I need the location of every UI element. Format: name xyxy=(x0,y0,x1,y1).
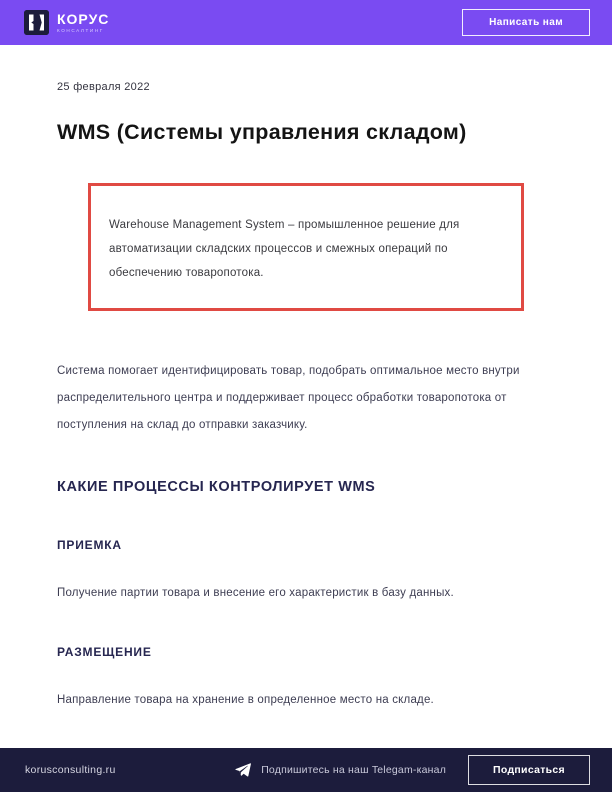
article-date: 25 февраля 2022 xyxy=(57,81,150,93)
subsection-razmeshchenie xyxy=(57,645,555,709)
telegram-cta-text: Подпишитесь на наш Telegam-канал xyxy=(261,764,447,776)
subsection-text-priemka: Получение партии товара и внесение его характеристик в базу данных. xyxy=(57,587,454,599)
footer-telegram-block xyxy=(235,755,590,785)
definition-text: Warehouse Management System – промышленное решение для автоматизации складских процессов и смежных операций по обеспечению товаропотока. xyxy=(109,219,460,279)
subsection-priemka xyxy=(57,538,555,602)
article-title: WMS (Системы управления складом) xyxy=(57,120,467,144)
logo-subname: КОНСАЛТИНГ xyxy=(57,27,104,33)
subsection-heading-razmeshchenie: РАЗМЕЩЕНИЕ xyxy=(57,645,152,659)
korus-logo[interactable] xyxy=(24,10,109,35)
page-footer xyxy=(0,748,612,792)
site-link[interactable]: korusconsulting.ru xyxy=(25,764,116,776)
contact-us-button[interactable]: Написать нам xyxy=(462,9,590,36)
subscribe-button[interactable]: Подписаться xyxy=(468,755,590,785)
subsection-heading-priemka: ПРИЕМКА xyxy=(57,538,122,552)
subsection-text-razmeshchenie: Направление товара на хранение в определенное место на складе. xyxy=(57,694,434,706)
article xyxy=(0,45,612,748)
korus-logo-wordmark xyxy=(57,12,109,34)
telegram-paper-plane-icon xyxy=(235,763,251,777)
korus-logo-icon xyxy=(24,10,49,35)
logo-name: КОРУС xyxy=(57,10,110,27)
section-heading: КАКИЕ ПРОЦЕССЫ КОНТРОЛИРУЕТ WMS xyxy=(57,479,376,495)
page-header xyxy=(0,0,612,45)
intro-paragraph: Система помогает идентифицировать товар, подобрать оптимальное место внутри распределительного центра и поддерживает процесс обработки товаропотока от поступления на склад до отправки заказчику. xyxy=(57,365,520,431)
definition-callout xyxy=(88,183,524,311)
